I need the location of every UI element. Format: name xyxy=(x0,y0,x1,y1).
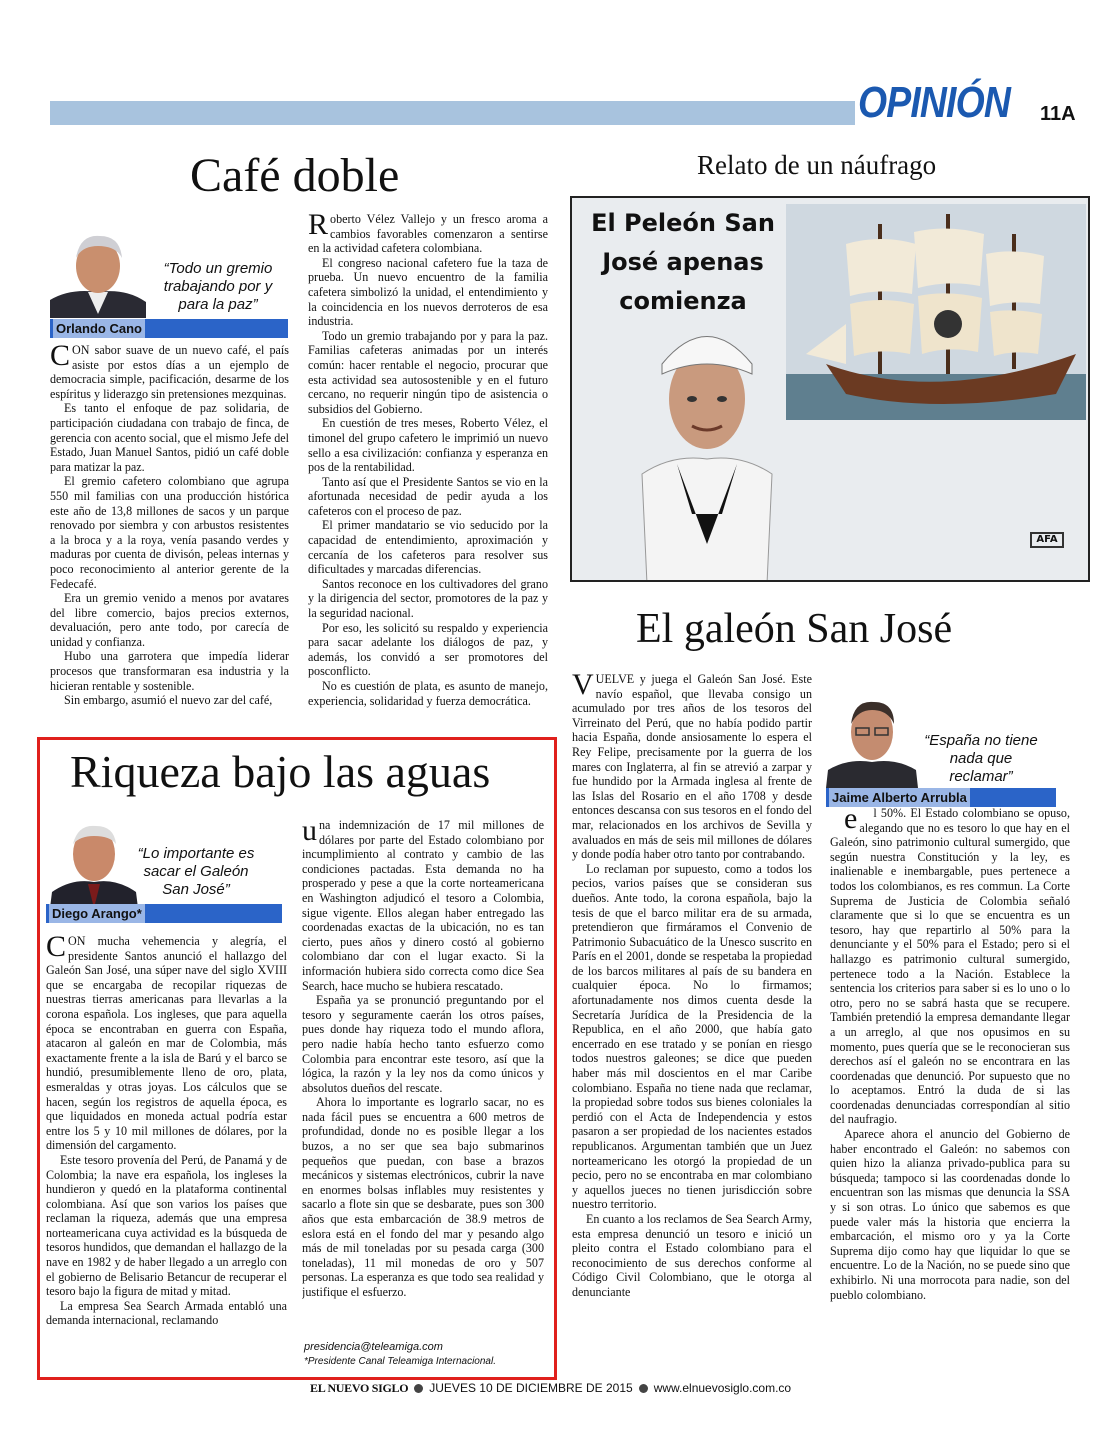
header-band xyxy=(50,101,855,125)
paragraph: En cuanto a los reclamos de Sea Search Army, esta empresa denunció un tesoro e inició un pleito contra el Estado colombiano para el reconocimiento de sus derechos conforme al Código Civil Colombiano, que le otorga al denunciante xyxy=(572,1211,812,1299)
sailor-figure xyxy=(632,314,782,582)
paragraph: Es tanto el enfoque de paz solidaria, de participación ciudadana con trabajo de finca, de gerencia con acento social, que el mismo Jefe del Estado, Juan Manuel Santos, pidió un café doble para matizar la paz. xyxy=(50,401,289,474)
bullet-icon xyxy=(414,1384,423,1393)
author-footnote: *Presidente Canal Teleamiga Internacional. xyxy=(304,1356,496,1367)
issue-date: JUEVES 10 DE DICIEMBRE DE 2015 xyxy=(429,1381,633,1395)
paragraph: Era un gremio venido a menos por avatares del libre comercio, bajos precios externos, devaluación, pero ante todo, por carecía de unidad y confianza. xyxy=(50,591,289,649)
bullet-icon xyxy=(639,1384,648,1393)
riqueza-headline: Riqueza bajo las aguas xyxy=(70,746,491,797)
galeon-column-1 xyxy=(572,672,812,1374)
paragraph: Por eso, les solicitó su respaldo y experiencia para sacar adelante los diálogos de paz, y además, los convidó a ser promotores del posconflicto. xyxy=(308,620,548,679)
author-photo-diego-arango xyxy=(46,812,142,908)
cartoon-signature: AFA xyxy=(1030,532,1064,548)
author-email: presidencia@teleamiga.com xyxy=(304,1341,443,1353)
riqueza-column-1 xyxy=(46,934,287,1374)
paragraph: CON mucha vehemencia y alegría, el presidente Santos anunció el hallazgo del Galeón San José, una súper nave del siglo XVIII que se encargaba de recopilar riquezas de nuestras tierras americanas para llevarlas a la corona española. Los ingleses, que para aquella época se encontraban en guerra con España, atacaron al galeón en mar de Colombia, más exactamente frente a la isla de Barú y el barco se hundió, presumiblemente lleno de oro, plata, esmeraldas y otras joyas. Los cálculos que se hacen, según los registros de aquella época, es que liquidados en moneda actual podría estar entre los 5 y 10 mil millones de dólares, por la dimensión del cargamento. xyxy=(46,934,287,1153)
paragraph: Roberto Vélez Vallejo y un fresco aroma a cambios favorables comenzaron a sentirse en la actividad cafetera colombiana. xyxy=(308,212,548,256)
galeon-column-2 xyxy=(830,806,1070,1374)
page-footer xyxy=(310,1380,791,1396)
galeon-author-bar xyxy=(826,788,1056,807)
paragraph: El primer mandatario se vio seducido por la capacidad de entendimiento, aproximación y cercanía de los cafeteros para resolver sus dificultades y marcadas diferencias. xyxy=(308,518,548,577)
paragraph: España ya se pronunció preguntando por el tesoro y seguramente caerán los otros países, pues donde hay riqueza todo el mundo aflora, pero nadie había hecho tanto esfuerzo como Colombia para encontrar este tesoro, así que la lógica, la razón y la ley nos da como únicos y absolutos dueños del rescate. xyxy=(302,993,544,1095)
paragraph: Sin embargo, asumió el nuevo zar del café, xyxy=(64,693,273,708)
paragraph: No es cuestión de plata, es asunto de manejo, experiencia, solidaridad y fuerza democrática. xyxy=(308,679,548,708)
page-number: 11A xyxy=(1040,103,1076,125)
cafe-column-1 xyxy=(50,343,289,723)
paragraph: el 50%. El Estado colombiano se opuso, alegando que no es tesoro lo que hay en el Galeón, sino patrimonio cultural sumergido, que según nuestra Constitución y la ley, es inalienable e inembargable, pues pertenece a todos los colombianos, es res commun. La Corte Suprema de Justicia de Colombia señaló claramente que si lo que se encuentra es un tesoro, hay que repartirlo al 50% para la denunciante y el 50% para el Estado; pero si el hallazgo es patrimonio cultural sumergido, pertenece todo a la Nación. Establece la sentencia los criterios para saber si es lo uno o lo otro, pero no se sabrá hasta que se recupere. También pretendió la empresa demandante llegar a un arreglo, al que nos opusimos en su momento, pues quería que se le reconocieran sus derechos así el galeón no se encontrara en las coordenadas que denunció. Por supuesto que no lo aceptamos. Entró la duda de si las coordenadas denunciadas correspondían al sitio del naufragio. xyxy=(830,806,1070,1127)
newspaper-name: EL NUEVO SIGLO xyxy=(310,1381,409,1395)
paragraph: CON sabor suave de un nuevo café, el país asiste por estos días a un ejemplo de democracia simple, pacificación, desarme de los espíritus y liderazgo sin pretensiones mezquinas. xyxy=(50,343,289,401)
cafe-author-name: Orlando Cano xyxy=(53,319,145,338)
paragraph: En cuestión de tres meses, Roberto Vélez, el timonel del grupo cafetero le imprimió un nuevo sello a esa civilización: confianza y esperanza en pos de la rentabilidad. xyxy=(308,416,548,475)
galeon-pull-quote: “España no tiene nada que reclamar” xyxy=(924,732,1038,785)
riqueza-author-name: Diego Arango* xyxy=(49,904,145,923)
cafe-column-2 xyxy=(308,212,548,724)
paragraph: El gremio cafetero colombiano que agrupa 550 mil familias con una producción histórica este año de 13,8 millones de sacos y un parque renovado por siembra y con arbustos resistentes a la broca y a la roya, venía pasando verdes y maduras por cuenta de divisón, peleas internas y poco reconocimiento al anterior gerente de la Fedecafé. xyxy=(50,474,289,591)
paragraph: Este tesoro provenía del Perú, de Panamá y de Colombia; la nave era española, los ingleses la hundieron y quedó en la plataforma continental colombiana. Así que son varios los países que reclaman la riqueza, además que una empresa norteamericana cuya actividad es la búsqueda de tesoros hundidos, que demandan el hallazgo de la nave en 1982 y de haber llegado a un arreglo con el gobierno de Belisario Betancur de recuperar el tesoro bajo la figura de mitad y mitad. xyxy=(46,1152,287,1299)
riqueza-column-2 xyxy=(302,818,544,1338)
paragraph: una indemnización de 17 mil millones de dólares por parte del Estado colombiano por incumplimiento al contrato y cambio de las condiciones pactadas. Esta demanda no ha prosperado y pese a que la corte norteamericana en Washington adjudicó el tesoro a Colombia, sigue vigente. Ellos alegan haber entregado las coordenadas exactas de la ubicación, no es tan cierto, pues años y dinero costó al gobierno colombiano dar con el lugar exacto. Si la información hubiera sido correcta como dice Sea Search, hace mucho se hubiera rescatado. xyxy=(302,818,544,993)
riqueza-pull-quote: “Lo importante es sacar el Galeón San José” xyxy=(137,845,255,898)
section-title: OPINIÓN xyxy=(858,78,1010,127)
cafe-pull-quote: “Todo un gremio trabajando por y para la paz” xyxy=(163,260,273,313)
paragraph: VUELVE y juega el Galeón San José. Este navío español, que llevaba consigo un acumulado por tres años de los tesoros del Virreinato del Perú, que no había podido partir hacia España, donde ansiosamente lo espera el Rey Felipe, precisamente por la guerra de los mares con Inglaterra, al fin se atrevió a zarpar y fue hundido por la Armada inglesa al frente de las Islas del Rosario en el año 1708 y desde entonces descansa con sus tesoros en el fondo del mar, relacionados en los archivos de Sevilla y avaluados en más de seis mil millones de dólares y donde podía haber otro tanto por contrabando. xyxy=(572,672,812,862)
cartoon-caption: El Peleón San José apenas comienza xyxy=(591,209,775,315)
website-url: www.elnuevosiglo.com.co xyxy=(653,1381,792,1395)
galeon-headline: El galeón San José xyxy=(636,606,953,652)
cafe-author-bar xyxy=(50,319,288,338)
paragraph: El congreso nacional cafetero fue la taza de prueba. Un nuevo encuentro de la familia cafetera simbolizó la unidad, el entendimiento y la coincidencia en los nuevos derroteros de esa industria. xyxy=(308,255,548,329)
paragraph: Aparece ahora el anuncio del Gobierno de haber encontrado el Galeón: no sabemos con quien hizo la alianza privado-publica para su búsqueda; tampoco si las coordenadas donde lo encuentran son las mismas que denuncia la SSA y si son otras. Lo único que sabemos es que puede valer más la historia que encierra la embarcación, el mismo oro y ya la Corte Suprema dijo como hay que liquidar lo que se encuentre. Lo de la Nación, no se puede sino que exhibirlo. Ni una morrocota para nadie, son del pueblo colombiano. xyxy=(830,1127,1070,1302)
author-photo-orlando-cano xyxy=(50,222,146,318)
galleon-illustration xyxy=(786,204,1086,420)
paragraph: Lo reclaman por supuesto, como a todos los pecios, varios países que se consideran sus dueños. Ante todo, la corona española, bajo la tesis de que el barco militar era de su armada, pretendieron que firmáramos el Convenio de Patrimonio Subacuático de la Unesco suscrito en París en el 2001, donde se respetaba la propiedad de los barcos militares al país de su bandera en cualquier época. No lo firmamos; afortunadamente nos dimos cuenta desde la Secretaría Jurídica de la Presidencia de la Republica, en el año 2000, que había gato encerrado en ese tratado y se ponían en riesgo todos nuestros galeones; se dice que pueden haber más mil doscientos en el mar Caribe colombiano. España no tiene nada que reclamar, la propiedad sobre todos sus bienes coloniales la perdió con el Acta de Independencia y estos pasaron a ser propiedad de los nacientes estados republicanos. Argumentan también que un Juez norteamericano les otorgó la propiedad de un pecio, pero no se encontraba en mar colombiano y aquellos jueces no tienen jurisdicción sobre nuestro territorio. xyxy=(572,861,812,1212)
paragraph: La empresa Sea Search Armada entabló una demanda internacional, reclamando xyxy=(46,1298,287,1328)
cafe-headline: Café doble xyxy=(190,149,400,202)
paragraph: Santos reconoce en los cultivadores del grano y la dirigencia del sector, promotores de la paz y la seguridad nacional. xyxy=(308,576,548,621)
paragraph: Todo un gremio trabajando por y para la paz. Familias cafeteras animadas por un interés común: hacer rentable el negocio, procurar que esta actividad sea autosostenible y en el futuro cercano, no requerir ningún tipo de asistencia o subsidios del Gobierno. xyxy=(308,328,548,416)
author-photo-jaime-arrubla xyxy=(826,688,918,788)
editorial-cartoon xyxy=(570,196,1090,582)
paragraph: Tanto así que el Presidente Santos se vio en la afortunada necesidad de pedir ayuda a los cafeteros con el proceso de paz. xyxy=(308,474,548,518)
riqueza-author-bar xyxy=(46,904,282,923)
cartoon-title: Relato de un náufrago xyxy=(697,150,937,180)
galeon-author-name: Jaime Alberto Arrubla xyxy=(829,788,970,807)
paragraph: Ahora lo importante es lograrlo sacar, no es nada fácil pues se encuentra a 600 metros de profundidad, donde no es posible llegar a los buzos, a no ser que sea bajo submarinos pequeños que puedan, con base a brazos mecánicos y sistemas electrónicos, cubrir la nave en enormes bolsas inflables muy resistentes y sacarlo a flote sin que se desbarate, pues son 300 años que esta embarcación de 38.9 metros de eslora está en el fondo del mar y pesando algo más de mil toneladas por su pesada carga (300 toneladas), 11 mil monedas de oro y 507 personas. La esperanza es que todo sea realidad y justifique el esfuerzo. xyxy=(302,1095,544,1299)
paragraph: Hubo una garrotera que impedía liderar procesos que transformaran esa industria y la hicieran rentable y sostenible. xyxy=(50,649,289,693)
